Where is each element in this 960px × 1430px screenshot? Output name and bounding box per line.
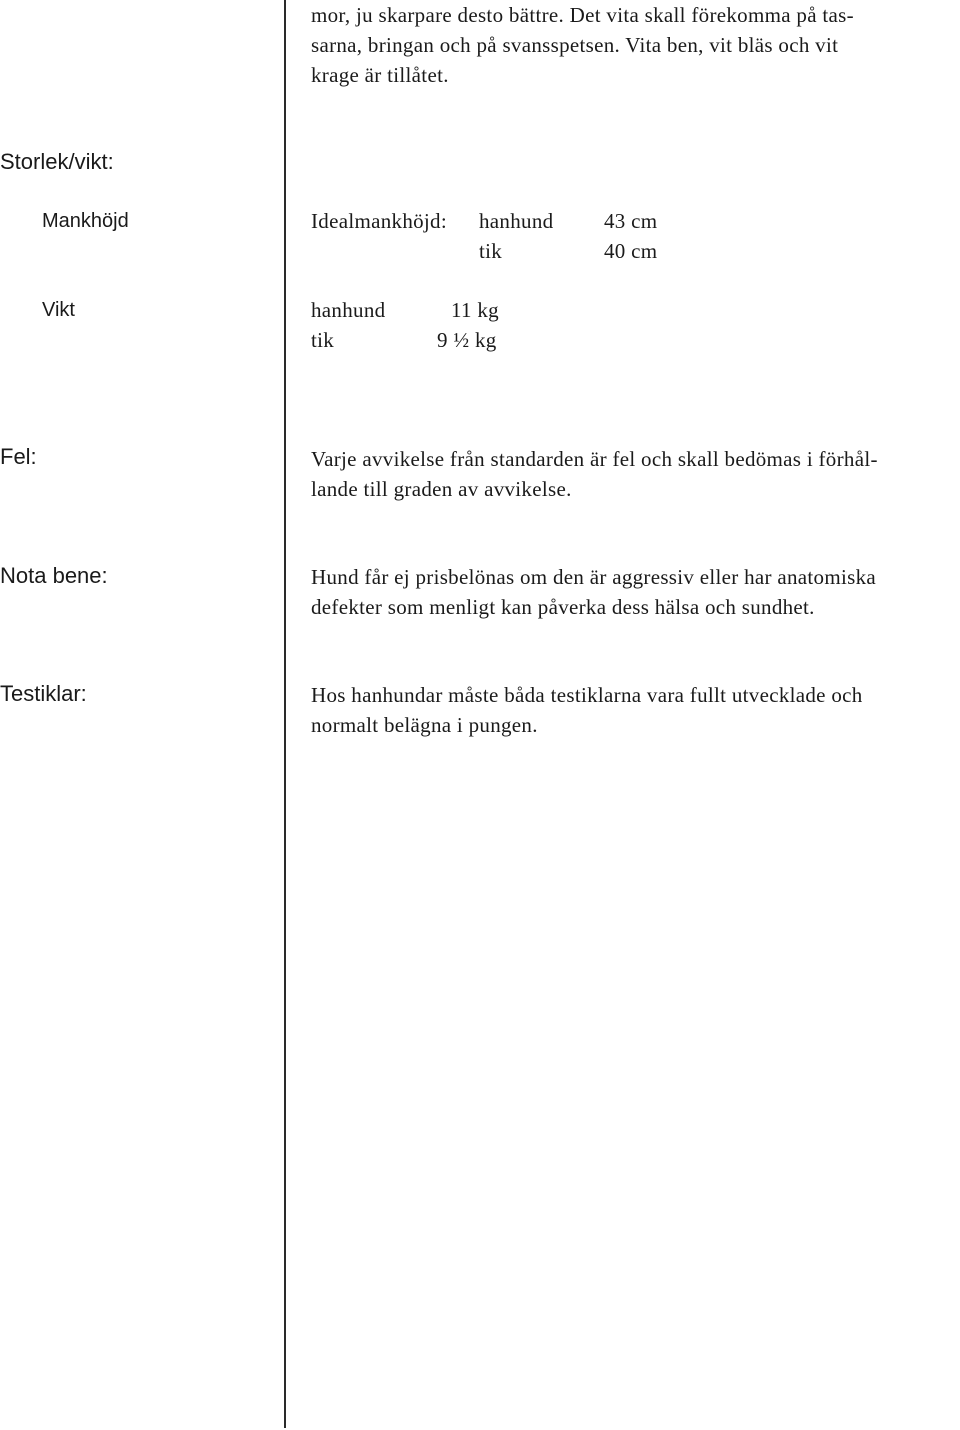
nota-bene-paragraph <box>311 562 956 622</box>
size-weight-heading: Storlek/vikt: <box>0 149 114 174</box>
weight-male-value: 11 kg <box>451 298 499 322</box>
height-male-label: hanhund <box>479 209 554 233</box>
faults-heading: Fel: <box>0 444 37 469</box>
nota-bene-heading: Nota bene: <box>0 563 108 588</box>
weight-female-label: tik <box>311 328 335 352</box>
faults-paragraph <box>311 444 956 504</box>
weight-female-value: 9 ½ kg <box>437 328 497 352</box>
weight-label: Vikt <box>42 299 75 321</box>
nota-bene-line-2: defekter som menligt kan påverka dess hälsa och sundhet. <box>311 595 815 619</box>
testicles-heading: Testiklar: <box>0 681 87 706</box>
faults-line-2: lande till graden av avvikelse. <box>311 477 572 501</box>
ideal-height-prefix: Idealmankhöjd: <box>311 209 447 233</box>
column-divider <box>284 0 286 1428</box>
faults-line-1: Varje avvikelse från standarden är fel och skall bedömas i förhål- <box>311 447 878 471</box>
height-female-label: tik <box>479 239 503 263</box>
testicles-line-2: normalt belägna i pungen. <box>311 713 538 737</box>
intro-line-2: sarna, bringan och på svansspetsen. Vita ben, vit bläs och vit <box>311 33 839 57</box>
nota-bene-line-1: Hund får ej prisbelönas om den är aggressiv eller har anatomiska <box>311 565 877 589</box>
height-female-value: 40 cm <box>604 239 658 263</box>
intro-paragraph <box>311 0 951 90</box>
intro-line-1: mor, ju skarpare desto bättre. Det vita skall förekomma på tas- <box>311 3 854 27</box>
testicles-line-1: Hos hanhundar måste båda testiklarna vara fullt utvecklade och <box>311 683 863 707</box>
height-label: Mankhöjd <box>42 210 129 232</box>
height-male-value: 43 cm <box>604 209 658 233</box>
weight-male-label: hanhund <box>311 298 386 322</box>
intro-line-3: krage är tillåtet. <box>311 63 449 87</box>
testicles-paragraph <box>311 680 956 740</box>
